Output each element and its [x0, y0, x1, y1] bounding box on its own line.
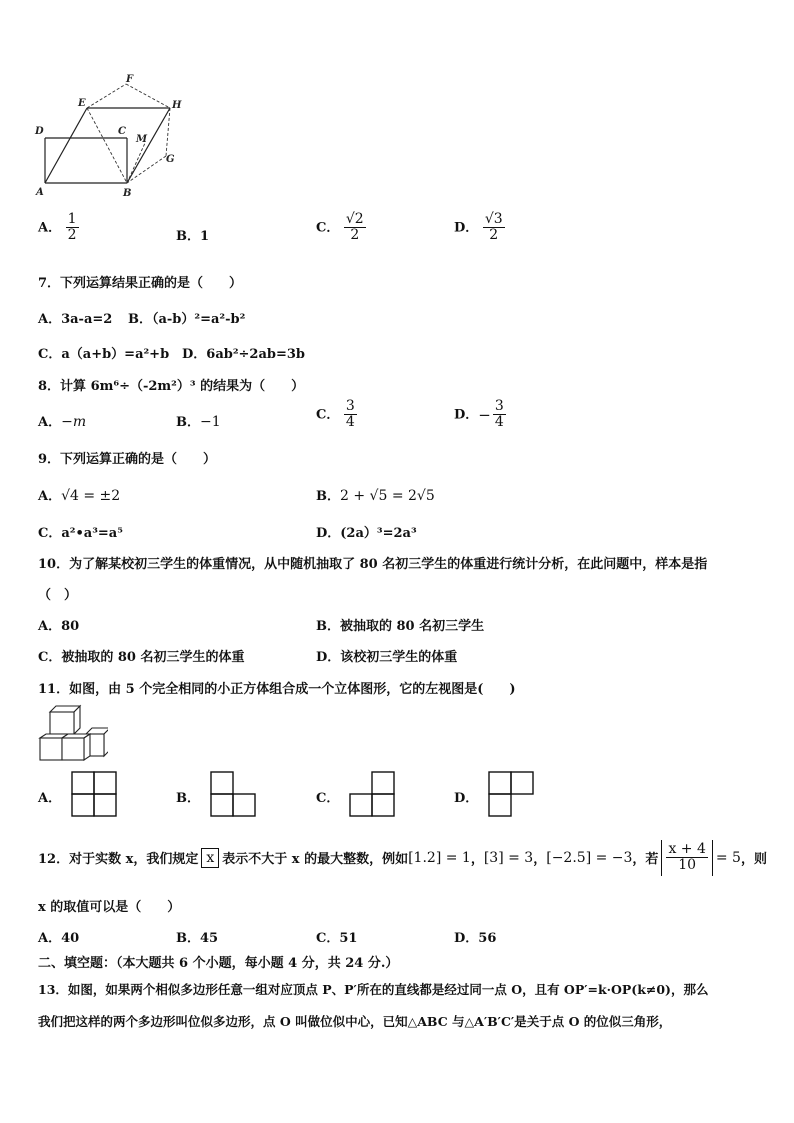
q8-option-c[interactable] — [316, 399, 357, 431]
label-M: M — [136, 134, 148, 145]
q8-option-b-letter: B． — [176, 415, 200, 430]
q11-view-d-icon — [487, 771, 535, 817]
q12-text-2: 表示不大于 x 的最大整数，例如 — [222, 852, 409, 868]
q10-option-c[interactable]: C．被抽取的 80 名初三学生的体重 — [38, 650, 245, 665]
q6-option-a-fraction — [66, 212, 79, 244]
q8-option-d-sign: − — [478, 405, 491, 424]
q6-a-den: 2 — [67, 227, 77, 244]
q12-example-3: [−2.5] = −3 — [546, 849, 633, 866]
q11-stem: 11．如图，由 5 个完全相同的小正方体组合成一个立体图形，它的左视图是( ) — [38, 682, 516, 697]
q6-option-b-letter: B． — [176, 229, 200, 244]
q12-sep-1: ， — [470, 852, 484, 868]
q8-d-den: 4 — [494, 414, 504, 431]
q9-option-a-value: √4 = ±2 — [61, 488, 121, 504]
q6-d-den: 2 — [489, 227, 499, 244]
label-E: E — [78, 98, 86, 109]
geometry-figure-rect-parallelogram — [30, 70, 190, 200]
q12-cond-num: x + 4 — [668, 841, 706, 857]
q12-text-4: ，则 — [740, 852, 767, 868]
q11-view-c-icon — [348, 771, 396, 817]
q12-option-d[interactable]: D．56 — [454, 931, 497, 946]
q12-condition-eq: = 5 — [715, 849, 741, 866]
q7-option-a[interactable]: A．3a-a=2 — [38, 312, 113, 327]
section-2-title: 二、填空题：（本大题共 6 个小题，每小题 4 分，共 24 分.） — [38, 956, 399, 971]
label-B: B — [123, 188, 132, 199]
q7-option-b[interactable]: B．（a-b）²=a²-b² — [128, 312, 246, 327]
q6-option-b[interactable] — [176, 225, 209, 244]
q6-c-num: √2 — [345, 211, 364, 227]
cube-stack-figure — [38, 704, 108, 762]
q12-condition-bracket — [661, 840, 712, 876]
label-G: G — [166, 154, 175, 165]
q11-option-b[interactable] — [176, 771, 257, 817]
q9-option-d[interactable]: D．(2a）³=2a³ — [316, 526, 417, 541]
q7-option-d[interactable]: D．6ab²÷2ab=3b — [182, 347, 306, 362]
q10-option-b[interactable]: B．被抽取的 80 名初三学生 — [316, 619, 485, 634]
floor-bracket-x: x — [201, 848, 219, 868]
q6-option-a[interactable] — [38, 212, 79, 244]
q8-option-d[interactable] — [454, 399, 506, 431]
q8-option-c-fraction — [344, 399, 357, 431]
label-D: D — [35, 126, 44, 137]
q6-option-c-letter: C． — [316, 220, 340, 236]
q9-option-a[interactable] — [38, 485, 120, 504]
q8-c-num: 3 — [345, 398, 355, 414]
q10-stem-line1: 10．为了解某校初三学生的体重情况，从中随机抽取了 80 名初三学生的体重进行统计分析，在此问题中，样本是指 — [38, 557, 708, 572]
q9-option-b-value: 2 + √5 = 2√5 — [340, 488, 435, 504]
q8-option-b-value: −1 — [200, 414, 221, 430]
q12-condition-fraction — [666, 842, 707, 874]
q13-line1: 13．如图，如果两个相似多边形任意一组对应顶点 P、P′所在的直线都是经过同一点 O，且有 OP′=k·OP(k≠0)，那么 — [38, 982, 709, 997]
q8-option-d-fraction — [493, 399, 506, 431]
q12-option-a[interactable]: A．40 — [38, 931, 80, 946]
label-F: F — [126, 74, 134, 85]
q12-text-1: 12．对于实数 x，我们规定 — [38, 852, 199, 868]
q6-option-c-fraction — [344, 212, 366, 244]
q11-option-c-letter: C． — [316, 791, 340, 806]
q13-line2: 我们把这样的两个多边形叫位似多边形，点 O 叫做位似中心，已知△ABC 与△A′B′C′是关于点 O 的位似三角形， — [38, 1014, 672, 1029]
q12-cond-den: 10 — [678, 857, 697, 874]
q8-c-den: 4 — [345, 414, 355, 431]
q6-option-a-letter: A． — [38, 220, 62, 236]
q11-view-a-icon — [70, 771, 118, 817]
q10-stem-line2: （ ） — [38, 588, 78, 603]
q12-example-2: [3] = 3 — [483, 849, 534, 866]
q9-option-b-letter: B． — [316, 489, 340, 504]
q8-option-a-value: −m — [61, 414, 87, 430]
q11-option-b-letter: B． — [176, 791, 200, 806]
q6-a-num: 1 — [67, 211, 77, 227]
q8-stem: 8．计算 6m⁶÷（-2m²）³ 的结果为（ ） — [38, 379, 305, 394]
label-C: C — [118, 126, 126, 137]
q6-option-c[interactable] — [316, 212, 366, 244]
q8-option-d-letter: D． — [454, 407, 479, 423]
q11-option-d-letter: D． — [454, 791, 479, 806]
q12-sep-2: ， — [533, 852, 547, 868]
q12-example-1: [1.2] = 1 — [408, 849, 471, 866]
q9-option-c[interactable]: C．a²•a³=a⁵ — [38, 526, 123, 541]
q10-option-d[interactable]: D．该校初三学生的体重 — [316, 650, 458, 665]
q6-option-d-letter: D． — [454, 220, 479, 236]
q9-stem: 9．下列运算正确的是（ ） — [38, 452, 217, 467]
q11-option-a-letter: A． — [38, 791, 62, 806]
q11-view-b-icon — [209, 771, 257, 817]
q12-text-3: ，若 — [632, 852, 659, 868]
q12-option-c[interactable]: C．51 — [316, 931, 358, 946]
q8-option-b[interactable] — [176, 411, 221, 430]
q9-option-b[interactable] — [316, 485, 435, 504]
q6-option-b-value: 1 — [200, 229, 210, 244]
q12-stem-line1 — [38, 840, 767, 876]
q7-option-c[interactable]: C．a（a+b）=a²+b — [38, 347, 170, 362]
q11-option-c[interactable] — [316, 771, 396, 817]
q12-stem-line2: x 的取值可以是（ ） — [38, 900, 181, 915]
q6-d-num: √3 — [484, 211, 503, 227]
q8-option-c-letter: C． — [316, 407, 340, 423]
q8-option-a-letter: A． — [38, 415, 62, 430]
q8-d-num: 3 — [494, 398, 504, 414]
q8-option-a[interactable] — [38, 411, 86, 430]
q11-option-d[interactable] — [454, 771, 535, 817]
q11-option-a[interactable] — [38, 771, 118, 817]
q7-stem: 7．下列运算结果正确的是（ ） — [38, 276, 243, 291]
label-H: H — [172, 100, 182, 111]
q9-option-a-letter: A． — [38, 489, 62, 504]
q6-option-d[interactable] — [454, 212, 505, 244]
q6-c-den: 2 — [350, 227, 360, 244]
q12-option-b[interactable]: B．45 — [176, 931, 219, 946]
q6-option-d-fraction — [483, 212, 505, 244]
q10-option-a[interactable]: A．80 — [38, 619, 80, 634]
label-A: A — [36, 187, 44, 198]
